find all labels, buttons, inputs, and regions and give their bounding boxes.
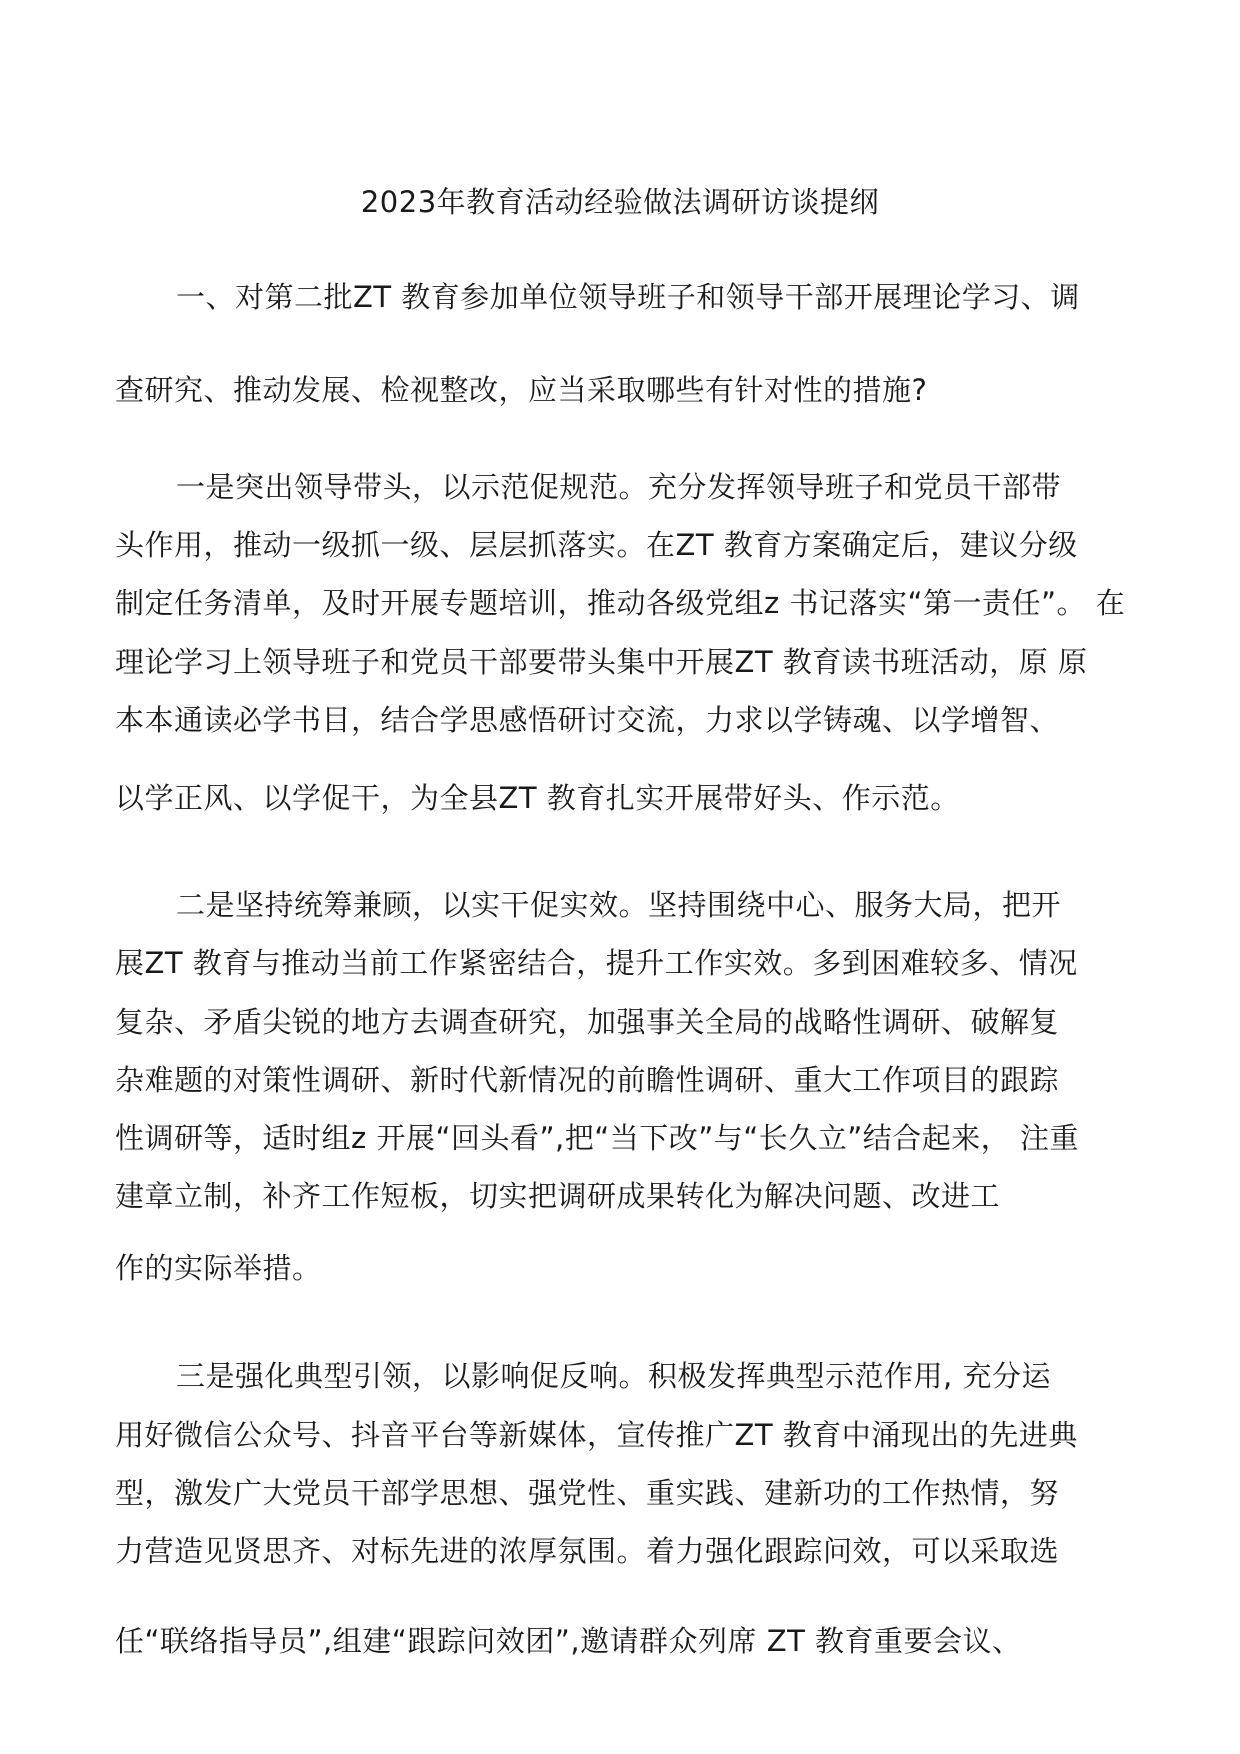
paragraph-line: 复杂、矛盾尖锐的地方去调查研究，加强事关全局的战略性调研、破解复 bbox=[115, 1005, 1060, 1039]
paragraph-line: 二是坚持统筹兼顾，以实干促实效。坚持围绕中心、服务大局，把开 bbox=[176, 888, 1062, 922]
paragraph-line: 型，激发广大党员干部学思想、强党性、重实践、建新功的工作热情，努 bbox=[115, 1476, 1060, 1510]
paragraph-line: 理论学习上领导班子和党员干部要带头集中开展ZT 教育读书班活动，原 原 bbox=[115, 645, 1088, 679]
paragraph-line: 力营造见贤思齐、对标先进的浓厚氛围。着力强化跟踪问效，可以采取选 bbox=[115, 1534, 1060, 1568]
paragraph-line: 任“联络指导员”,组建“跟踪问效团”,邀请群众列席 ZT 教育重要会议、 bbox=[115, 1624, 1022, 1658]
paragraph-line: 制定任务清单，及时开展专题培训，推动各级党组z 书记落实“第一责任”。 在 bbox=[115, 586, 1126, 620]
document-title: 2023年教育活动经验做法调研访谈提纲 bbox=[360, 185, 880, 219]
paragraph-line: 头作用，推动一级抓一级、层层抓落实。在ZT 教育方案确定后，建议分级 bbox=[115, 528, 1078, 562]
question-line: 一、对第二批ZT 教育参加单位领导班子和领导干部开展理论学习、调 bbox=[176, 280, 1080, 314]
paragraph-line: 一是突出领导带头，以示范促规范。充分发挥领导班子和党员干部带 bbox=[176, 470, 1062, 504]
paragraph-line: 杂难题的对策性调研、新时代新情况的前瞻性调研、重大工作项目的跟踪 bbox=[115, 1063, 1060, 1097]
paragraph-line: 用好微信公众号、抖音平台等新媒体，宣传推广ZT 教育中涌现出的先进典 bbox=[115, 1418, 1078, 1452]
paragraph-line: 作的实际举措。 bbox=[115, 1251, 322, 1285]
paragraph-line: 三是强化典型引领，以影响促反响。积极发挥典型示范作用, 充分运 bbox=[176, 1359, 1051, 1393]
paragraph-line: 展ZT 教育与推动当前工作紧密结合，提升工作实效。多到困难较多、情况 bbox=[115, 946, 1078, 980]
paragraph-line: 性调研等，适时组z 开展“回头看”,把“当下改”与“长久立”结合起来， 注重 bbox=[115, 1121, 1080, 1155]
question-line: 查研究、推动发展、检视整改，应当采取哪些有针对性的措施? bbox=[115, 373, 928, 407]
paragraph-line: 建章立制，补齐工作短板，切实把调研成果转化为解决问题、改进工 bbox=[115, 1179, 1001, 1213]
paragraph-line: 本本通读必学书目，结合学思感悟研讨交流，力求以学铸魂、以学增智、 bbox=[115, 703, 1060, 737]
paragraph-line: 以学正风、以学促干，为全县ZT 教育扎实开展带好头、作示范。 bbox=[115, 781, 960, 815]
